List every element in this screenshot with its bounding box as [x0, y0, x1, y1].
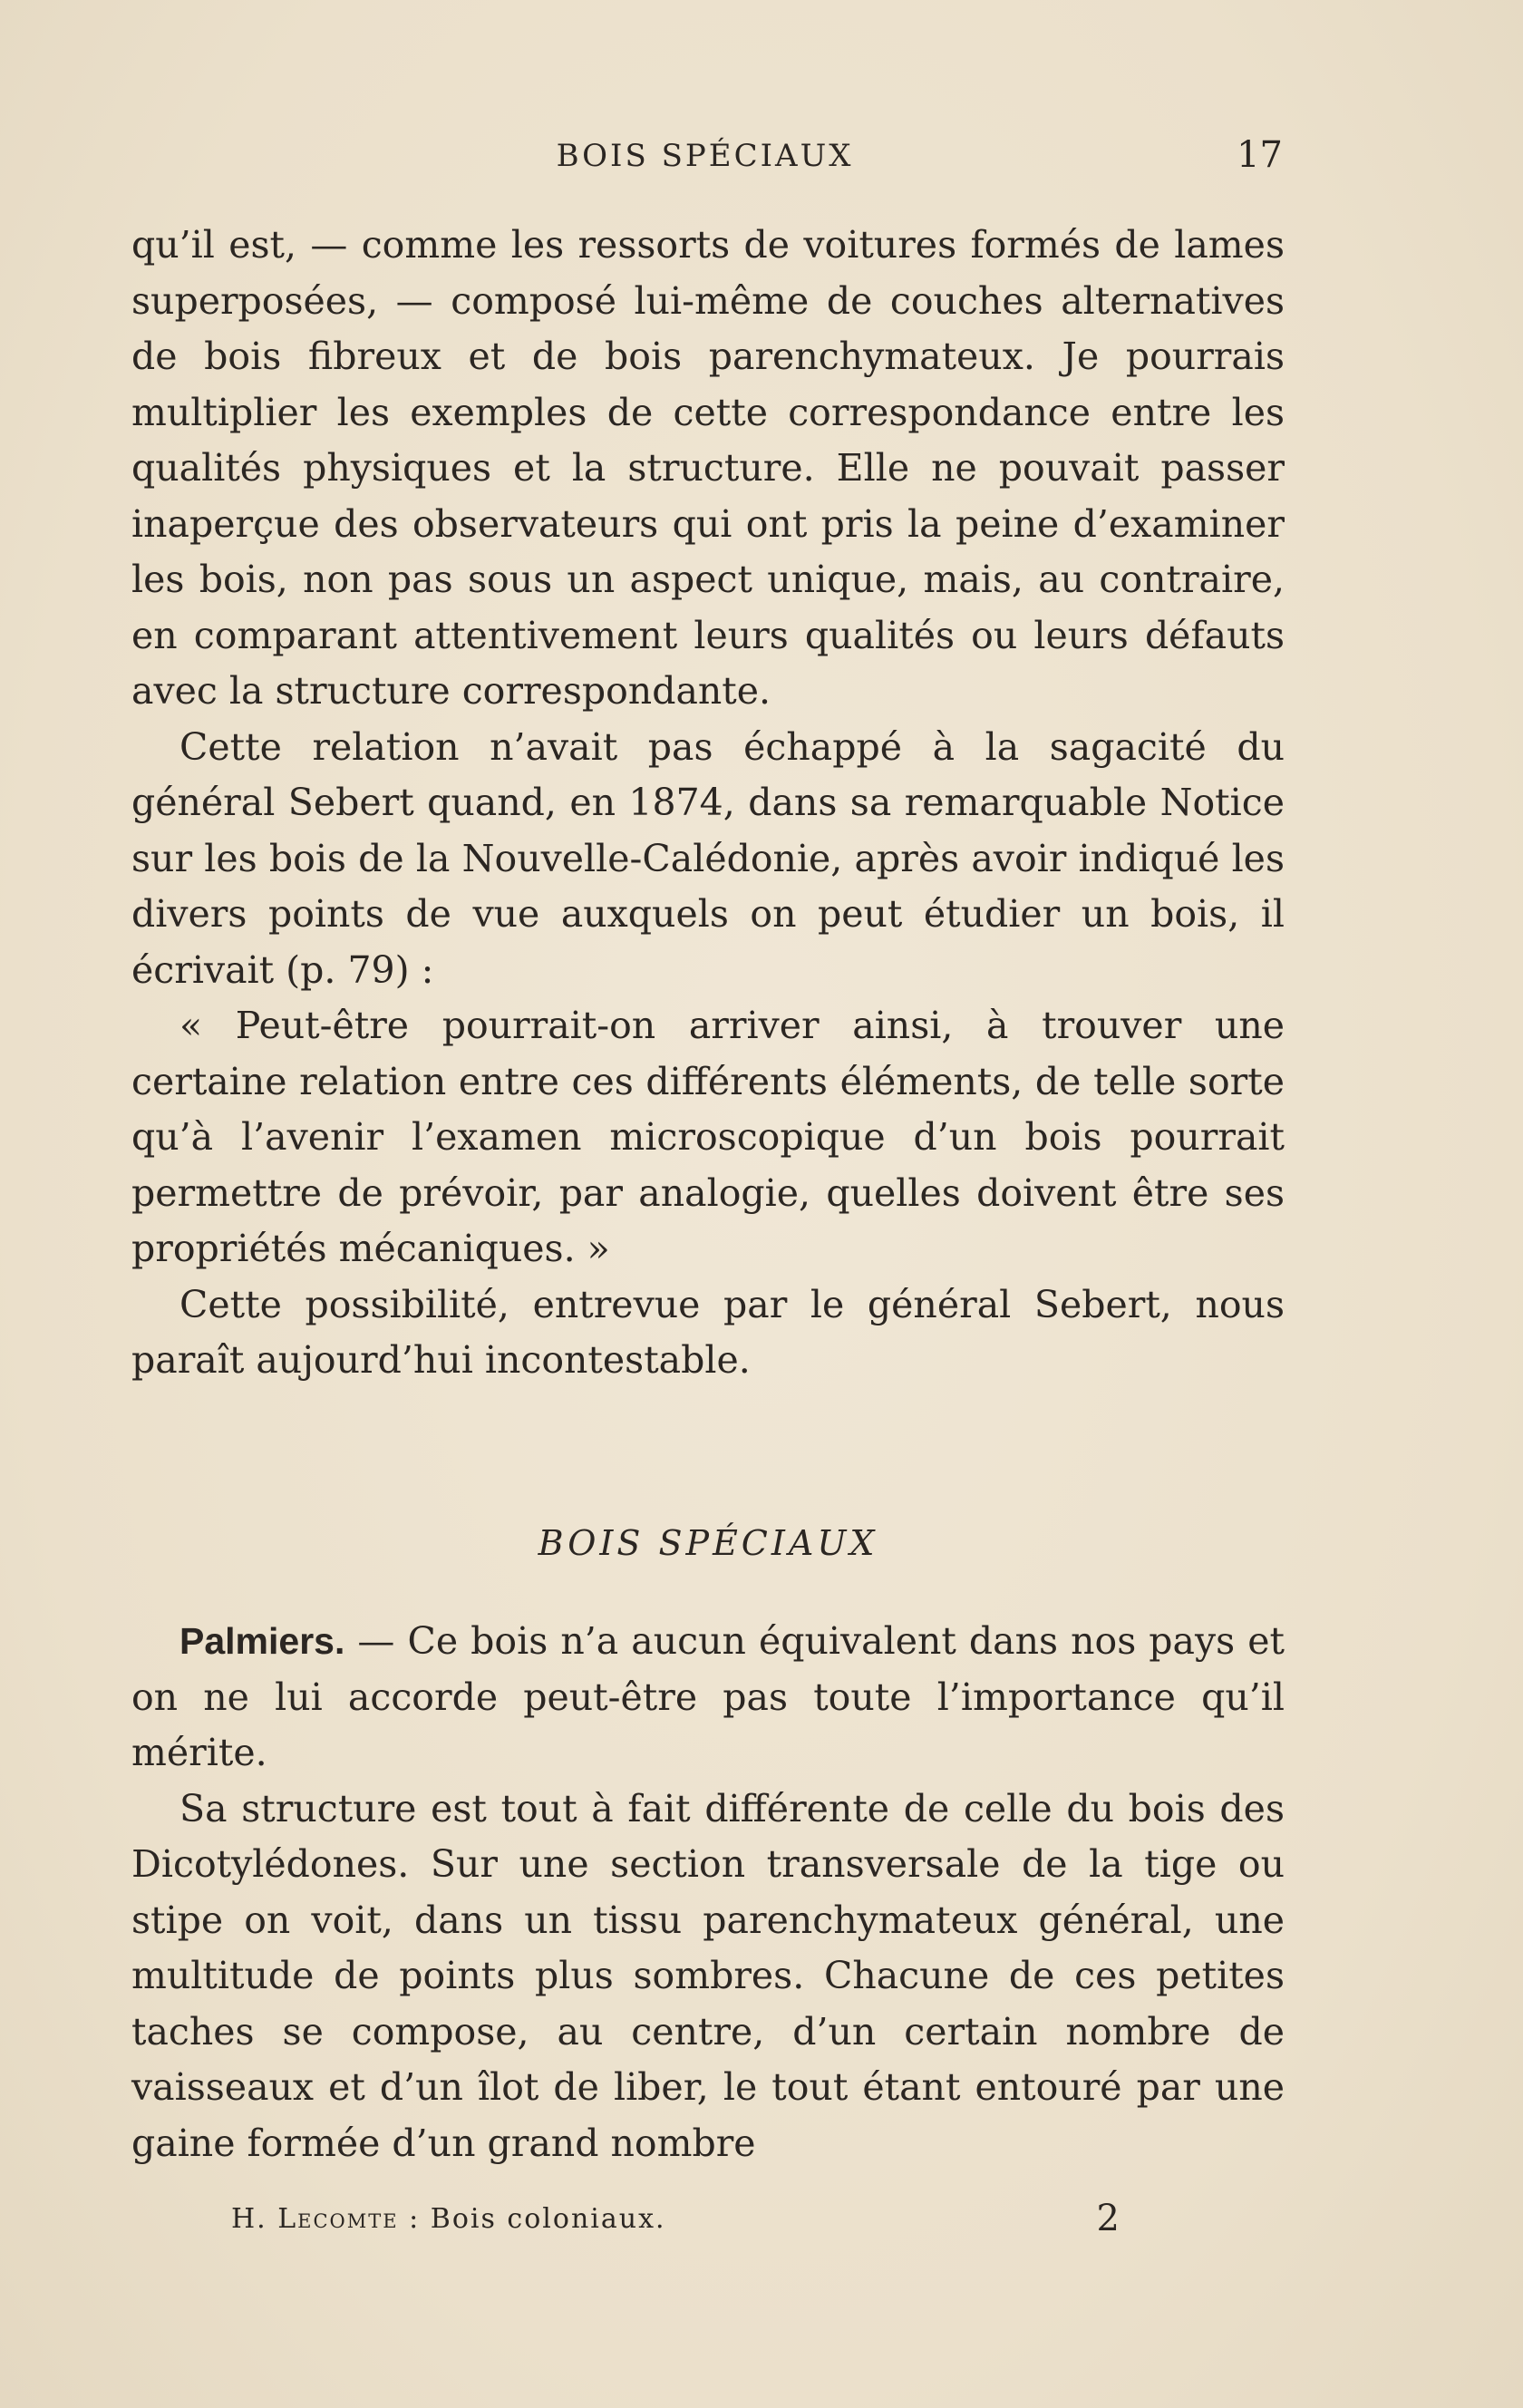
quote-paragraph: « Peut-être pourrait-on arriver ainsi, à trouver une certaine relation entre ces différents éléments, de telle sorte qu’à l’avenir l’examen microscopique d’un bois pourrait permettre de prévoir, par analogie, quelles doivent être ses propriétés mécaniques. »: [131, 1004, 1285, 1270]
paragraph: Cette possibilité, entrevue par le général Sebert, nous paraît aujourd’hui incontestable.: [131, 1282, 1285, 1382]
paragraph: Cette relation n’avait pas échappé à la sagacité du général Sebert quand, en 1874, dans sa remarquable Notice sur les bois de la Nouvelle-Calédonie, après avoir indiqué les divers points de vue auxquels on peut étudier un bois, il écrivait (p. 79) :: [131, 724, 1285, 992]
author-name: Lecomte: [277, 2203, 399, 2235]
running-head: BOIS SPÉCIAUX: [556, 138, 854, 174]
section-body: [131, 1614, 1285, 2171]
author-line: [231, 2203, 666, 2235]
author-initial: H.: [231, 2203, 278, 2235]
book-title: : Bois coloniaux.: [398, 2203, 666, 2235]
entry-text: — Ce bois n’a aucun équivalent dans nos pays et on ne lui accorde peut-être pas toute l’importance qu’il mérite.: [131, 1619, 1285, 1774]
paragraph: [131, 1614, 1285, 1782]
page-footer: [231, 2198, 1120, 2243]
paragraph: Sa structure est tout à fait différente de celle du bois des Dicotylédones. Sur une section transversale de la tige ou stipe on voit, dans un tissu parenchymateux général, une multitude de points plus sombres. Chacune de ces petites taches se compose, au centre, d’un certain nombre de vaisseaux et d’un îlot de liber, le tout étant entouré par une gaine formée d’un grand nombre: [131, 1786, 1285, 2165]
page-number: 17: [1237, 134, 1283, 176]
body-text: [131, 218, 1285, 1389]
signature-number: 2: [1096, 2198, 1120, 2239]
page-header: [127, 134, 1283, 180]
paragraph: qu’il est, — comme les ressorts de voitures formés de lames superposées, — composé lui-même de couches alternatives de bois fibreux et de bois parenchymateux. Je pourrais multiplier les exemples de cette correspondance entre les qualités physiques et la structure. Elle ne pouvait passer inaperçue des observateurs qui ont pris la peine d’examiner les bois, non pas sous un aspect unique, mais, au contraire, en comparant attentivement leurs qualités ou leurs défauts avec la structure correspondante.: [131, 223, 1285, 713]
section-title: BOIS SPÉCIAUX: [538, 1523, 878, 1563]
entry-heading: Palmiers.: [179, 1620, 345, 1662]
